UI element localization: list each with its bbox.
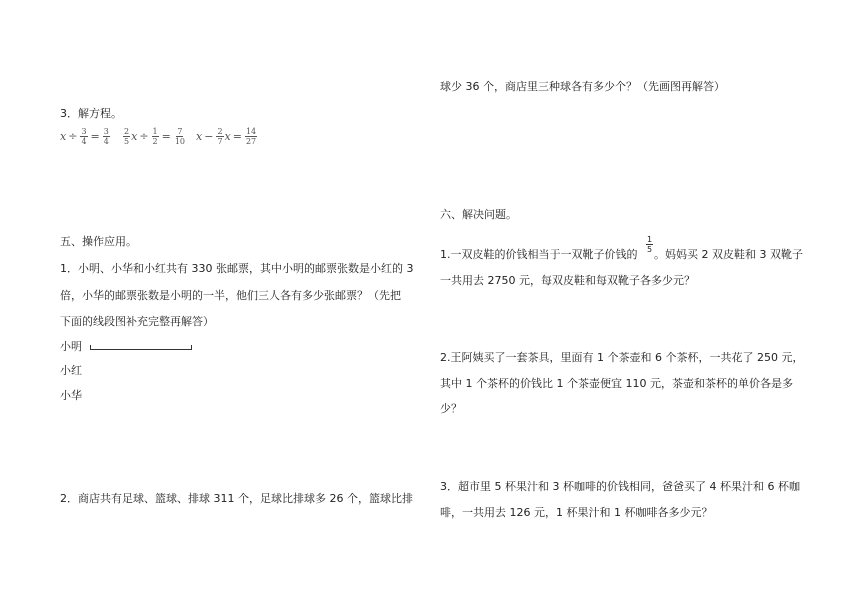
label-xiaoming: 小明	[60, 340, 82, 353]
eq3-result: $\frac{14}{27}$	[245, 127, 257, 146]
section3-title: 3．解方程。	[60, 107, 122, 120]
section6-title: 六、解决问题。	[440, 208, 517, 221]
eq2-result: $\frac{7}{10}$	[174, 127, 186, 146]
s6-q2-line1: 2.王阿姨买了一套茶具，里面有 1 个茶壶和 6 个茶杯，一共花了 250 元，	[440, 351, 804, 364]
s6-q1-line1-b: 。妈妈买 2 双皮鞋和 3 双靴子	[654, 248, 803, 261]
label-xiaohua: 小华	[60, 389, 82, 402]
s6-q1-fraction: $\frac{1}{5}$	[647, 235, 653, 254]
eq2-divisor: $\frac{1}{2}$	[152, 127, 158, 146]
eq1-frac: $\frac{3}{4}$	[81, 127, 87, 146]
s6-q3-line1: 3．超市里 5 杯果汁和 3 杯咖啡的价钱相同，爸爸买了 4 杯果汁和 6 杯咖	[440, 480, 800, 493]
segment-xiaoming	[90, 345, 192, 350]
s5-q1-line1: 1．小明、小华和小红共有 330 张邮票，其中小明的邮票张数是小红的 3	[60, 262, 414, 275]
s6-q2-line3: 少？	[440, 402, 462, 415]
equation-1: x ÷ $\frac{3}{4}$ = $\frac{3}{4}$	[60, 127, 109, 146]
equation-2: $\frac{2}{5}$ x ÷ $\frac{1}{2}$ = $\frac{7}{10}$	[124, 127, 186, 146]
equation-3: x − $\frac{2}{7}$ x = $\frac{14}{27}$	[196, 127, 257, 146]
s6-q2-line2: 其中 1 个茶杯的价钱比 1 个茶壶便宜 110 元，茶壶和茶杯的单价各是多	[440, 377, 793, 390]
s6-q3-line2: 啡，一共用去 126 元，1 杯果汁和 1 杯咖啡各多少元？	[440, 506, 713, 519]
s5-q1-line2: 倍，小华的邮票张数是小明的一半，他们三人各有多少张邮票？（先把	[60, 289, 401, 302]
q2-continuation: 球少 36 个，商店里三种球各有多少个？（先画图再解答）	[440, 80, 725, 93]
s5-q1-line3: 下面的线段图补充完整再解答）	[60, 315, 214, 328]
s6-q1-line2: 一共用去 2750 元，每双皮鞋和每双靴子各多少元？	[440, 274, 695, 287]
label-xiaohong: 小红	[60, 364, 82, 377]
s6-q1-line1-a: 1.一双皮鞋的价钱相当于一双靴子价钱的	[440, 248, 638, 261]
s5-q2-line1: 2．商店共有足球、篮球、排球 311 个，足球比排球多 26 个，篮球比排	[60, 492, 413, 505]
eq1-op: ÷	[68, 130, 78, 143]
eq2-coef: $\frac{2}{5}$	[124, 127, 130, 146]
eq1-var: x	[60, 130, 67, 143]
eq3-coef: $\frac{2}{7}$	[217, 127, 223, 146]
section5-title: 五、操作应用。	[60, 235, 137, 248]
eq1-result: $\frac{3}{4}$	[103, 127, 109, 146]
